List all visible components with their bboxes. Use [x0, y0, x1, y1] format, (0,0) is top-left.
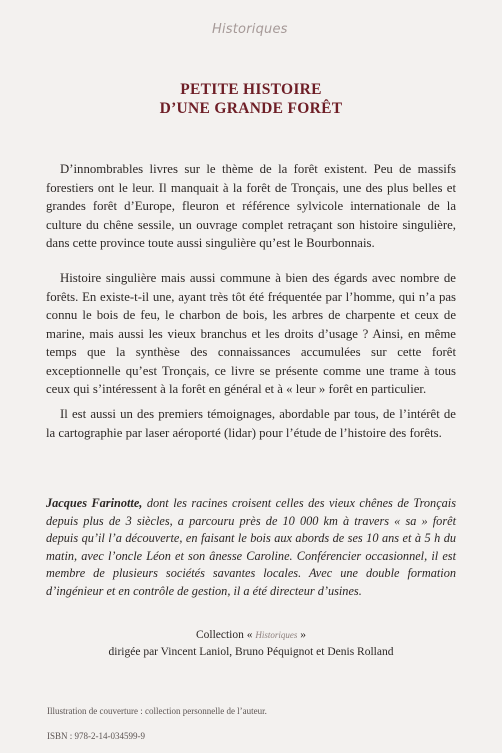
author-name: Jacques Farinotte,	[46, 496, 143, 510]
title-line-2: D’UNE GRANDE FORÊT	[159, 100, 343, 117]
collection-directors: dirigée par Vincent Laniol, Bruno Péquignot et Denis Rolland	[108, 646, 394, 658]
collection-suffix: »	[300, 629, 307, 641]
paragraph-text: Histoire singulière mais aussi commune à bien des égards avec nombre de forêts. En existe-t-il une, ayant très tôt été fréquentée par l’homme, qui n’a pas connu le bois de feu, le charbon de bois, les arbres de charpente et ceux de marine, mais aussi les vieux branchus et les droits d’usage ? Ainsi, en même temps que la synthèse des connaissances accumulées sur cette forêt exceptionnelle qu’est Tronçais, ce livre se présente comme une trame à tous ceux qui s’intéressent à la forêt en général et à « leur » forêt en particulier.	[46, 271, 456, 396]
author-bio	[46, 495, 456, 600]
isbn: ISBN : 978-2-14-034599-9	[47, 731, 145, 741]
paragraph-text: D’innombrables livres sur le thème de la forêt existent. Peu de massifs forestiers ont le leur. Il manquait à la forêt de Tronçais, une des plus belles et grandes forêt d’Europe, fleuron et référence sylvicole internationale de la culture du chêne sessile, un ouvrage complet retraçant son histoire singulière, dans cette province toute aussi singulière qu’est le Bourbonnais.	[46, 162, 456, 250]
cover-credit: Illustration de couverture : collection personnelle de l’auteur.	[47, 706, 267, 716]
collection-info	[46, 627, 456, 661]
author-bio-text: dont les racines croisent celles des vieux chênes de Tronçais depuis plus de 3 siècles, a parcouru près de 10 000 km à travers « sa » forêt depuis qu’il l’a découverte, en faisant le bois aux abords de ses 10 ans et à 5 h du matin, avec l’oncle Léon et son ânesse Caroline. Conférencier occasionnel, il est membre de plusieurs sociétés savantes locales. Avec une double formation d’ingénieur et en contrôle de gestion, il a été directeur d’usines.	[46, 496, 456, 598]
series-tag: Historiques	[212, 22, 288, 37]
book-title	[60, 80, 442, 118]
blurb-paragraph-1	[46, 160, 456, 253]
collection-name: Historiques	[255, 630, 298, 640]
paragraph-text: Il est aussi un des premiers témoignages, abordable par tous, de l’intérêt de la cartographie par laser aéroporté (lidar) pour l’étude de l’histoire des forêts.	[46, 407, 456, 440]
title-line-1: PETITE HISTOIRE	[180, 81, 322, 98]
blurb-paragraph-2	[46, 269, 456, 399]
collection-line	[46, 627, 456, 644]
blurb-paragraph-3	[46, 405, 456, 442]
collection-prefix: Collection «	[195, 629, 253, 641]
